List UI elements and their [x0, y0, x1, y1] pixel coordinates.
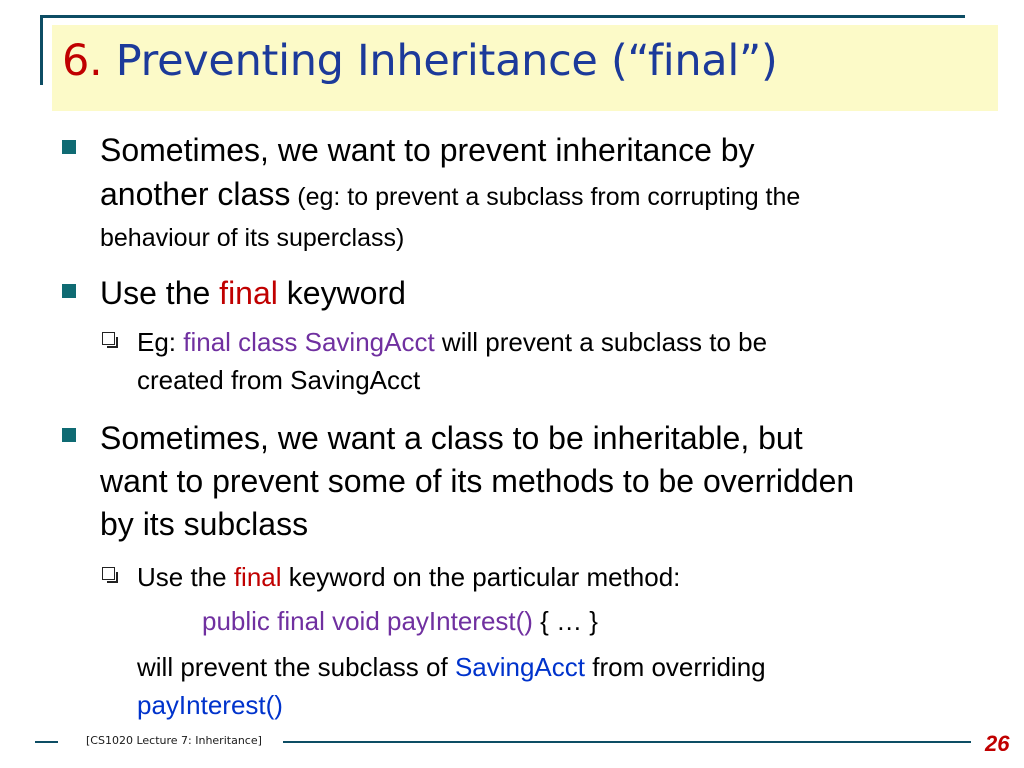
bullet-2-line-1	[100, 273, 406, 313]
footer-course-label: [CS1020 Lecture 7: Inheritance]	[86, 734, 262, 747]
bullet-1-line-1: Sometimes, we want to prevent inheritance by	[100, 132, 755, 168]
class-name-savingacct: SavingAcct	[454, 652, 586, 682]
sub-3-pre: Use the	[137, 562, 234, 592]
sub-2-pre: Eg:	[137, 327, 184, 357]
code-line	[202, 602, 598, 640]
cont-pre: will prevent the subclass of	[137, 652, 455, 682]
sub-bullet-box-icon	[102, 567, 115, 580]
bullet-2-post: keyword	[277, 275, 406, 311]
final-keyword: final	[233, 562, 282, 592]
method-name-payinterest: payInterest()	[137, 690, 283, 720]
title-frame-left	[40, 15, 43, 85]
title-text: Preventing Inheritance (“final”)	[102, 36, 778, 86]
footer-line-left	[35, 741, 58, 743]
code-body: { … }	[532, 606, 598, 636]
sub-bullet-3-line-1	[137, 558, 680, 596]
code-method-signature: public final void payInterest()	[202, 606, 533, 636]
bullet-1-aside: (eg: to prevent a subclass from corrupting the	[290, 183, 801, 211]
sub-2-post: will prevent a subclass to be	[434, 327, 768, 357]
bullet-1-line-2	[100, 174, 800, 217]
code-final-class: final class SavingAcct	[183, 327, 435, 357]
continuation-line-1	[137, 648, 766, 686]
title-frame-top	[40, 15, 965, 18]
final-keyword: final	[219, 275, 278, 311]
bullet-2-pre: Use the	[100, 275, 220, 311]
sub-bullet-box-icon	[102, 332, 115, 345]
page-number: 26	[985, 731, 1010, 756]
bullet-1-main-text: another class	[100, 176, 291, 212]
bullet-square-icon	[62, 428, 76, 442]
sub-bullet-2-line-1	[137, 323, 767, 361]
cont-post: from overriding	[585, 652, 766, 682]
continuation-line-2	[137, 686, 283, 724]
sub-bullet-2-line-2: created from SavingAcct	[137, 365, 421, 395]
slide-title	[62, 36, 777, 86]
bullet-3-line-1: Sometimes, we want a class to be inheritable, but	[100, 420, 803, 456]
bullet-square-icon	[62, 140, 76, 154]
footer-line-right	[283, 741, 971, 743]
bullet-3-line-2: want to prevent some of its methods to be overridden	[100, 463, 855, 499]
bullet-3-line-3: by its subclass	[100, 506, 309, 542]
bullet-square-icon	[62, 284, 76, 298]
sub-3-post: keyword on the particular method:	[281, 562, 681, 592]
title-number: 6.	[62, 36, 103, 86]
bullet-1-aside-cont: behaviour of its superclass)	[100, 224, 405, 252]
bullet-1-line-3	[100, 215, 404, 258]
